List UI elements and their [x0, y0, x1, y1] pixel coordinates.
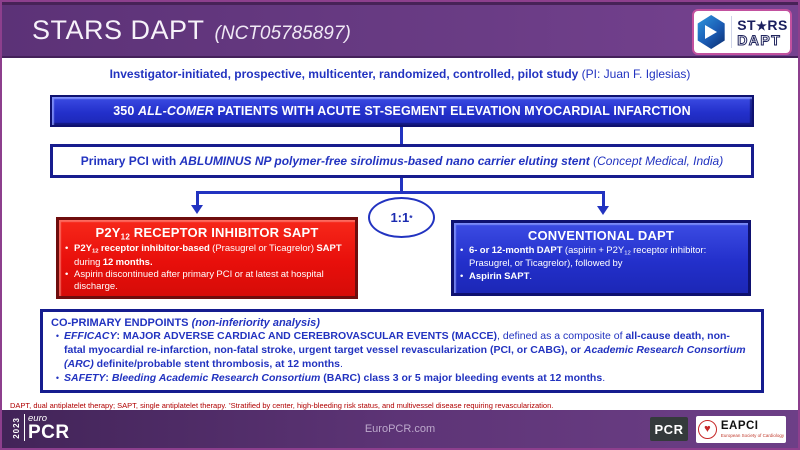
logo-euro: euro [28, 413, 48, 424]
europcr-url: EuroPCR.com [364, 423, 436, 435]
ratio-asterisk: * [409, 212, 413, 223]
endpoints-title: CO-PRIMARY ENDPOINTS (non-inferiority analysis) [51, 317, 320, 329]
trial-id: (NCT05785897) [214, 23, 351, 44]
randomization-ratio-badge [368, 197, 435, 238]
footnote: DAPT, dual antiplatelet therapy; SAPT, single antiplatelet therapy. *Stratified by center, high-bleeding risk status, and multivessel disease requiring revascularization. [10, 401, 554, 410]
logo-st: ST [737, 16, 757, 33]
arrowhead-left-icon [191, 205, 203, 214]
logo-wordmark [737, 18, 788, 47]
dapt-arm-box [451, 220, 751, 296]
population-pre: 350 [113, 104, 138, 118]
sapt-bullet-2: • Aspirin discontinued after primary PCI or at latest at hospital discharge. [65, 268, 324, 293]
header-bar [2, 2, 798, 58]
logo-pcr: PCR [28, 421, 70, 443]
logo-dapt: DAPT [737, 31, 782, 48]
study-design-subtitle [2, 67, 798, 81]
connector-arrow-right-shaft [602, 191, 605, 207]
endpoints-box [40, 309, 764, 393]
hexagon-cube-icon [696, 15, 726, 49]
title-group [2, 15, 351, 46]
subtitle-main: Investigator-initiated, prospective, multicenter, randomized, controlled, pilot study [109, 67, 579, 81]
logo-rs: RS [767, 16, 788, 33]
subtitle-pi: (PI: Juan F. Iglesias) [578, 67, 691, 81]
heart-icon: ♥ [698, 420, 717, 439]
play-triangle-icon [705, 25, 717, 39]
pci-device: ABLUMINUS NP polymer-free sirolimus-based nano carrier eluting stent [179, 154, 590, 168]
population-box [50, 95, 754, 127]
pci-pre: Primary PCI with [80, 154, 180, 168]
connector-vertical-top [400, 127, 403, 144]
footer-bar [2, 410, 798, 448]
bullet-dot-icon: • [65, 243, 69, 255]
eapci-logo [696, 416, 786, 443]
eapci-name: EAPCI [720, 420, 759, 432]
safety-endpoint: • SAFETY: Bleeding Academic Research Consortium (BARC) class 3 or 5 major bleeding events at 12 months. [51, 372, 751, 386]
dapt-arm-title: CONVENTIONAL DAPT [527, 228, 675, 243]
pcr-badge-logo: PCR [650, 417, 688, 441]
stars-dapt-logo [692, 9, 792, 55]
bullet-dot-icon: • [55, 372, 60, 383]
efficacy-endpoint: • EFFICACY: MAJOR ADVERSE CARDIAC AND CEREBROVASCULAR EVENTS (MACCE), defined as a composite of all-cause death, non-fatal myocardial re-infarction, non-fatal stroke, urgent target vessel revascularization (PCI, or CABG), or Academic Research Consortium (ARC) definite/probable stent thrombosis, at 12 months. [51, 330, 751, 372]
connector-arrow-left-shaft [196, 191, 199, 206]
arrowhead-right-icon [597, 206, 609, 215]
dapt-bullet-2: • Aspirin SAPT. [460, 270, 533, 282]
pci-manufacturer: (Concept Medical, India) [589, 154, 724, 168]
sapt-arm-title: $P2Y_{12}$ RECEPTOR INHIBITOR SAPT [95, 225, 319, 242]
dapt-bullet-1: • 6- or 12-month DAPT (aspirin + $P2Y_{12}$ receptor inhibitor: Prasugrel, or Ticagrelor), followed by [460, 245, 707, 270]
bullet-dot-icon: • [460, 245, 464, 256]
population-emphasis: ALL-COMER [137, 104, 214, 118]
pci-box [50, 144, 754, 178]
eapci-tagline: European Society of Cardiology [720, 432, 785, 438]
logo-divider [731, 16, 732, 48]
population-post: PATIENTS WITH ACUTE ST-SEGMENT ELEVATION MYOCARDIAL INFARCTION [213, 104, 691, 118]
sapt-arm-box [56, 217, 358, 299]
logo-year: 2023 [12, 416, 21, 439]
bullet-dot-icon: • [65, 268, 69, 280]
bullet-dot-icon: • [55, 331, 60, 341]
connector-horizontal [196, 191, 605, 194]
sapt-bullet-1: • $P2Y_{12}$ receptor inhibitor-based (Prasugrel or Ticagrelor) SAPT during 12 months. [65, 243, 342, 268]
page-title: STARS DAPT [32, 15, 205, 45]
ratio-text: 1:1 [390, 210, 410, 225]
bullet-dot-icon: • [460, 270, 464, 282]
star-icon: ★ [756, 18, 768, 33]
